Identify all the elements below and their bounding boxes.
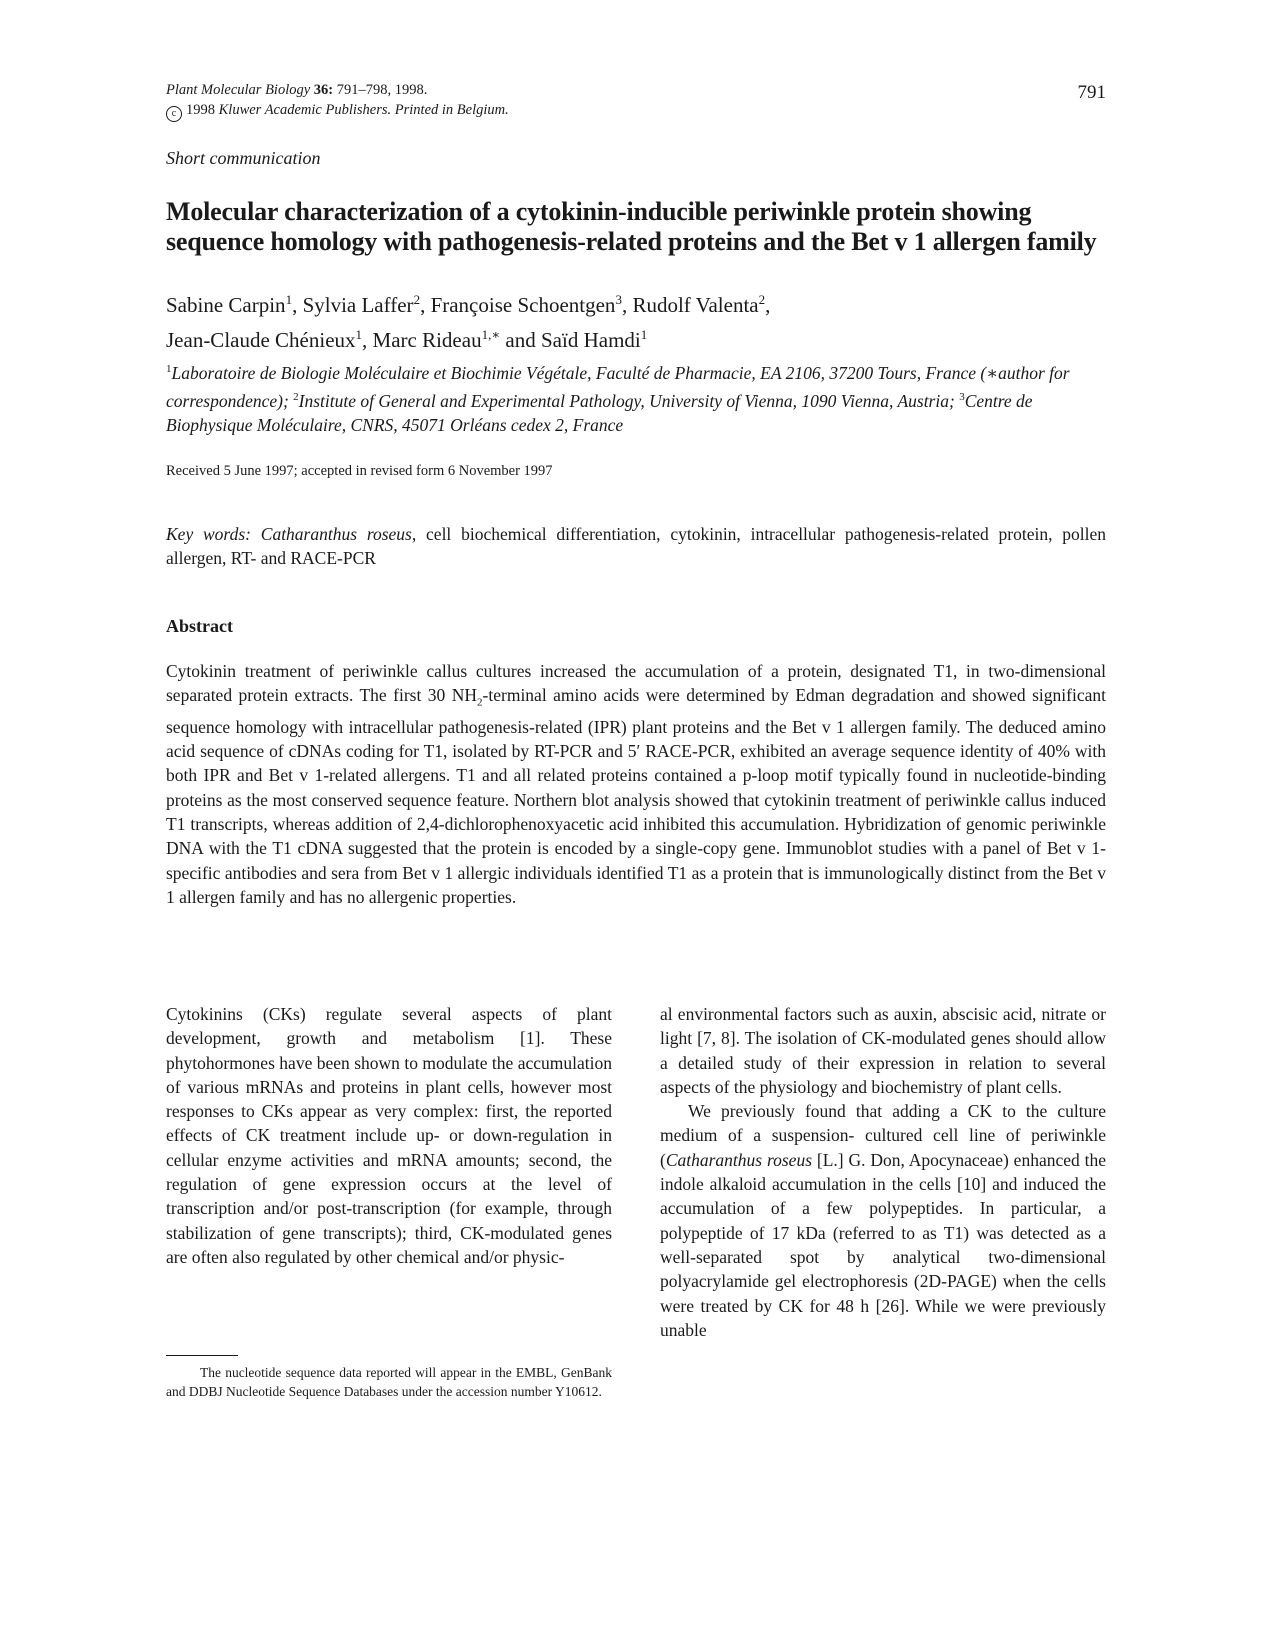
body-paragraph: Cytokinins (CKs) regulate several aspects of plant development, growth and metabolism [1]. These phytohormones have been shown to modulate the accumulation of various mRNAs and proteins in plant cells, however most responses to CKs appear as very complex: first, the reported effects of CK treatment include up- or down-regulation in cellular enzyme activities and mRNA amounts; second, the regulation of gene expression occurs at the level of transcription and/or post-transcription (for example, through stabilization of gene transcripts); third, CK-modulated genes are often also regulated by other chemical and/or physic-: [166, 1004, 612, 1267]
author: Françoise Schoentgen: [430, 293, 616, 317]
keywords: [166, 522, 1106, 570]
journal-name: Plant Molecular Biology: [166, 82, 311, 98]
journal-volume: 36:: [313, 82, 334, 98]
right-column: [660, 1002, 1106, 1342]
keyword-species: Catharanthus roseus: [260, 523, 412, 544]
author: Rudolf Valenta: [632, 293, 759, 317]
received-dates: Received 5 June 1997; accepted in revised form 6 November 1997: [166, 462, 553, 479]
body-paragraph: [660, 1099, 1106, 1342]
author: Jean-Claude Chénieux: [166, 328, 356, 352]
author-separator: ,: [292, 293, 303, 317]
page-number: 791: [1077, 82, 1106, 103]
page: [166, 80, 1106, 1399]
affil-mark: 2: [293, 390, 299, 403]
publisher: Kluwer Academic Publishers. Printed in Belgium.: [218, 102, 509, 118]
author-separator: and: [500, 328, 541, 352]
affil-mark: 3: [959, 390, 965, 403]
body-paragraph: al environmental factors such as auxin, abscisic acid, nitrate or light [7, 8]. The isolation of CK-modulated genes should allow a detailed study of their expression in relation to several aspects of the physiology and biochemistry of plant cells.: [660, 1004, 1106, 1097]
author-separator: ,: [420, 293, 431, 317]
author-separator: ,: [765, 293, 771, 317]
author-affil-mark: 2: [758, 292, 766, 307]
body-text: We previously found that adding a CK to the culture medium of a suspension- cultured cell line of periwinkle (: [660, 1101, 1106, 1170]
affiliation-3: Centre de Biophysique Moléculaire, CNRS, 45071 Orléans cedex 2, France: [166, 390, 1033, 435]
author-affil-mark: 1: [285, 292, 293, 307]
author-affil-mark: 1: [640, 327, 648, 342]
author-affil-mark: 2: [413, 292, 421, 307]
author-affil-mark: 3: [615, 292, 622, 307]
footnote: [166, 1363, 612, 1401]
abstract-subscript: 2: [477, 696, 483, 709]
running-header: [166, 80, 1106, 122]
copyright-year: 1998: [186, 102, 215, 118]
copyright-icon: c: [166, 106, 182, 122]
abstract-heading: Abstract: [166, 615, 233, 636]
affil-mark: 1: [166, 363, 172, 375]
author-affil-mark: 1: [355, 327, 363, 342]
abstract-part: -terminal amino acids were determined by Edman degradation and showed significant sequence homology with intracellular pathogenesis-related (IPR) plant proteins and the Bet v 1 allergen family. The deduced amino acid sequence of cDNAs coding for T1, isolated by RT-PCR and 5′ RACE-PCR, exhibited an average sequence identity of 40% with both IPR and Bet v 1-related allergens. T1 and all related proteins contained a p-loop motif typically found in nucleotide-binding proteins as the most conserved sequence feature. Northern blot analysis showed that cytokinin treatment of periwinkle callus induced T1 transcripts, whereas addition of 2,4-dichlorophenoxyacetic acid inhibited this accumulation. Hybridization of genomic periwinkle DNA with the T1 cDNA suggested that the protein is encoded by a single-copy gene. Immunoblot studies with a panel of Bet v 1-specific antibodies and sera from Bet v 1 allergic individuals identified T1 as a protein that is immunologically distinct from the Bet v 1 allergen family and has no allergenic properties.: [166, 684, 1106, 907]
footnote-rule: [166, 1355, 238, 1356]
author: Marc Rideau: [372, 328, 482, 352]
left-column: [166, 1002, 612, 1269]
abstract-part: Cytokinin treatment of periwinkle callus cultures increased the accumulation of a protein, designated T1, in two-dimensional separated protein extracts. The first 30 NH: [166, 660, 1106, 705]
footnote-text: The nucleotide sequence data reported will appear in the EMBL, GenBank and DDBJ Nucleotide Sequence Databases under the accession number Y10612.: [166, 1365, 612, 1399]
section-label: Short communication: [166, 148, 321, 168]
body-text: [L.] G. Don, Apocynaceae) enhanced the indole alkaloid accumulation in the cells [10] and induced the accumulation of a few polypeptides. In particular, a polypeptide of 17 kDa (referred to as T1) was detected as a well-separated spot by analytical two-dimensional polyacrylamide gel electrophoresis (2D-PAGE) when the cells were treated by CK for 48 h [26]. While we were previously unable: [660, 1149, 1106, 1340]
affiliation-2: Institute of General and Experimental Pathology, University of Vienna, 1090 Vienna, Austria;: [298, 390, 955, 411]
author: Sylvia Laffer: [302, 293, 414, 317]
affiliation-1: Laboratoire de Biologie Moléculaire et Biochimie Végétale, Faculté de Pharmacie, EA 2106, 37200 Tours, France (∗author for correspondence);: [166, 362, 1070, 411]
author: Saïd Hamdi: [541, 328, 641, 352]
journal-citation: [166, 80, 1106, 122]
author-separator: ,: [621, 293, 633, 317]
author-separator: ,: [362, 328, 373, 352]
keywords-label: Key words:: [166, 523, 251, 544]
author: Sabine Carpin: [166, 293, 286, 317]
author-affil-mark: 1,∗: [481, 327, 501, 342]
journal-pages-year: 791–798, 1998.: [336, 82, 428, 98]
species-name: Catharanthus roseus: [665, 1149, 813, 1170]
author-list: [166, 285, 1106, 355]
paper-title: Molecular characterization of a cytokinin-inducible periwinkle protein showing sequence homology with pathogenesis-related proteins and the Bet v 1 allergen family: [166, 197, 1097, 256]
abstract-text: [166, 659, 1106, 909]
keywords-list: , cell biochemical differentiation, cytokinin, intracellular pathogenesis-related protein, pollen allergen, RT- and RACE-PCR: [166, 523, 1106, 568]
affiliations: [166, 357, 1106, 437]
